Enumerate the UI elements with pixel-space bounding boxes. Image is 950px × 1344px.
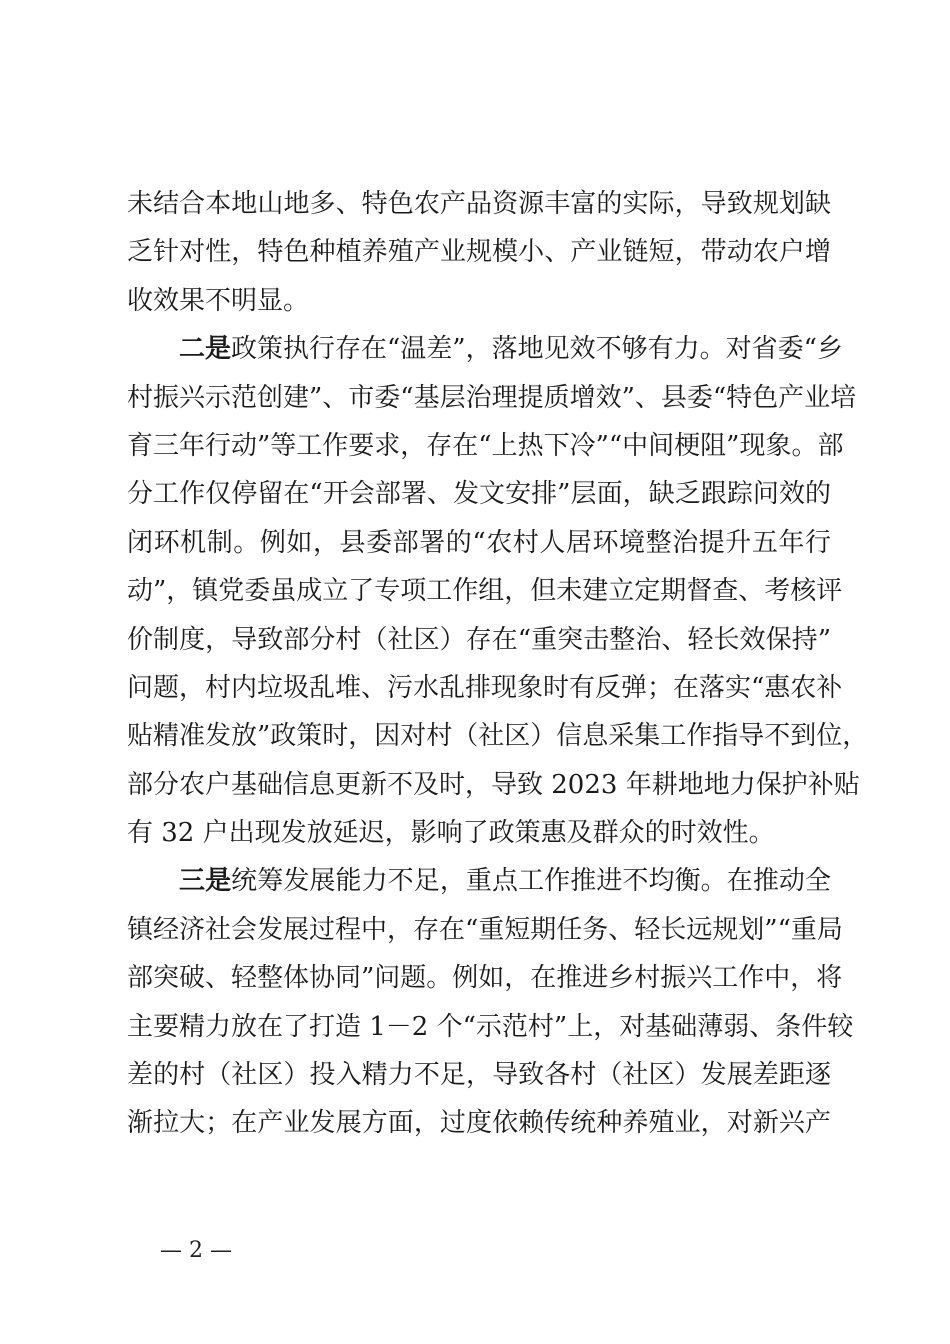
text-line: 分工作仅停留在“开会部署、发文安排”层面，缺乏跟踪问效的 [127,479,831,510]
paragraph-first-line [127,325,843,373]
text-line: 贴精准发放”政策时，因对村（社区）信息采集工作指导不到位， [127,721,869,752]
text-line: 主要精力放在了打造 1－2 个“示范村”上，对基础薄弱、条件较 [127,1011,854,1042]
document-body [127,180,869,1148]
text-line: 育三年行动”等工作要求，存在“上热下冷”“中间梗阻”现象。部 [127,430,844,461]
text-line: 价制度，导致部分村（社区）存在“重突击整治、轻长效保持” [127,624,831,655]
page-number: — 2 — [160,1238,232,1263]
text-line: 部突破、轻整体协同”问题。例如，在推进乡村振兴工作中，将 [127,963,843,994]
paragraph-first-line-text: 政策执行存在“温差”，落地见效不够有力。对省委“乡 [231,334,843,365]
text-line: 渐拉大；在产业发展方面，过度依赖传统种养殖业，对新兴产 [127,1108,831,1139]
paragraph-lead: 三是 [179,866,232,897]
text-line: 动”，镇党委虽成立了专项工作组，但未建立定期督查、考核评 [127,576,843,607]
text-line: 收效果不明显。 [127,285,310,316]
paragraph-first-line [127,857,831,905]
text-line: 村振兴示范创建”、市委“基层治理提质增效”、县委“特色产业培 [127,382,857,413]
text-line: 闭环机制。例如，县委部署的“农村人居环境整治提升五年行 [127,527,831,558]
text-line: 部分农户基础信息更新不及时，导致 2023 年耕地地力保护补贴 [127,769,860,800]
text-line: 镇经济社会发展过程中，存在“重短期任务、轻长远规划”“重局 [127,914,843,945]
text-line: 有 32 户出现发放延迟，影响了政策惠及群众的时效性。 [127,818,775,849]
paragraph-lead: 二是 [179,334,232,365]
text-line: 差的村（社区）投入精力不足，导致各村（社区）发展差距逐 [127,1060,831,1091]
text-line: 问题，村内垃圾乱堆、污水乱排现象时有反弹；在落实“惠农补 [127,672,843,703]
text-line: 乏针对性，特色种植养殖产业规模小、产业链短，带动农户增 [127,237,831,268]
text-line: 未结合本地山地多、特色农产品资源丰富的实际，导致规划缺 [127,189,831,219]
paragraph-first-line-text: 统筹发展能力不足，重点工作推进不均衡。在推动全 [231,866,831,897]
